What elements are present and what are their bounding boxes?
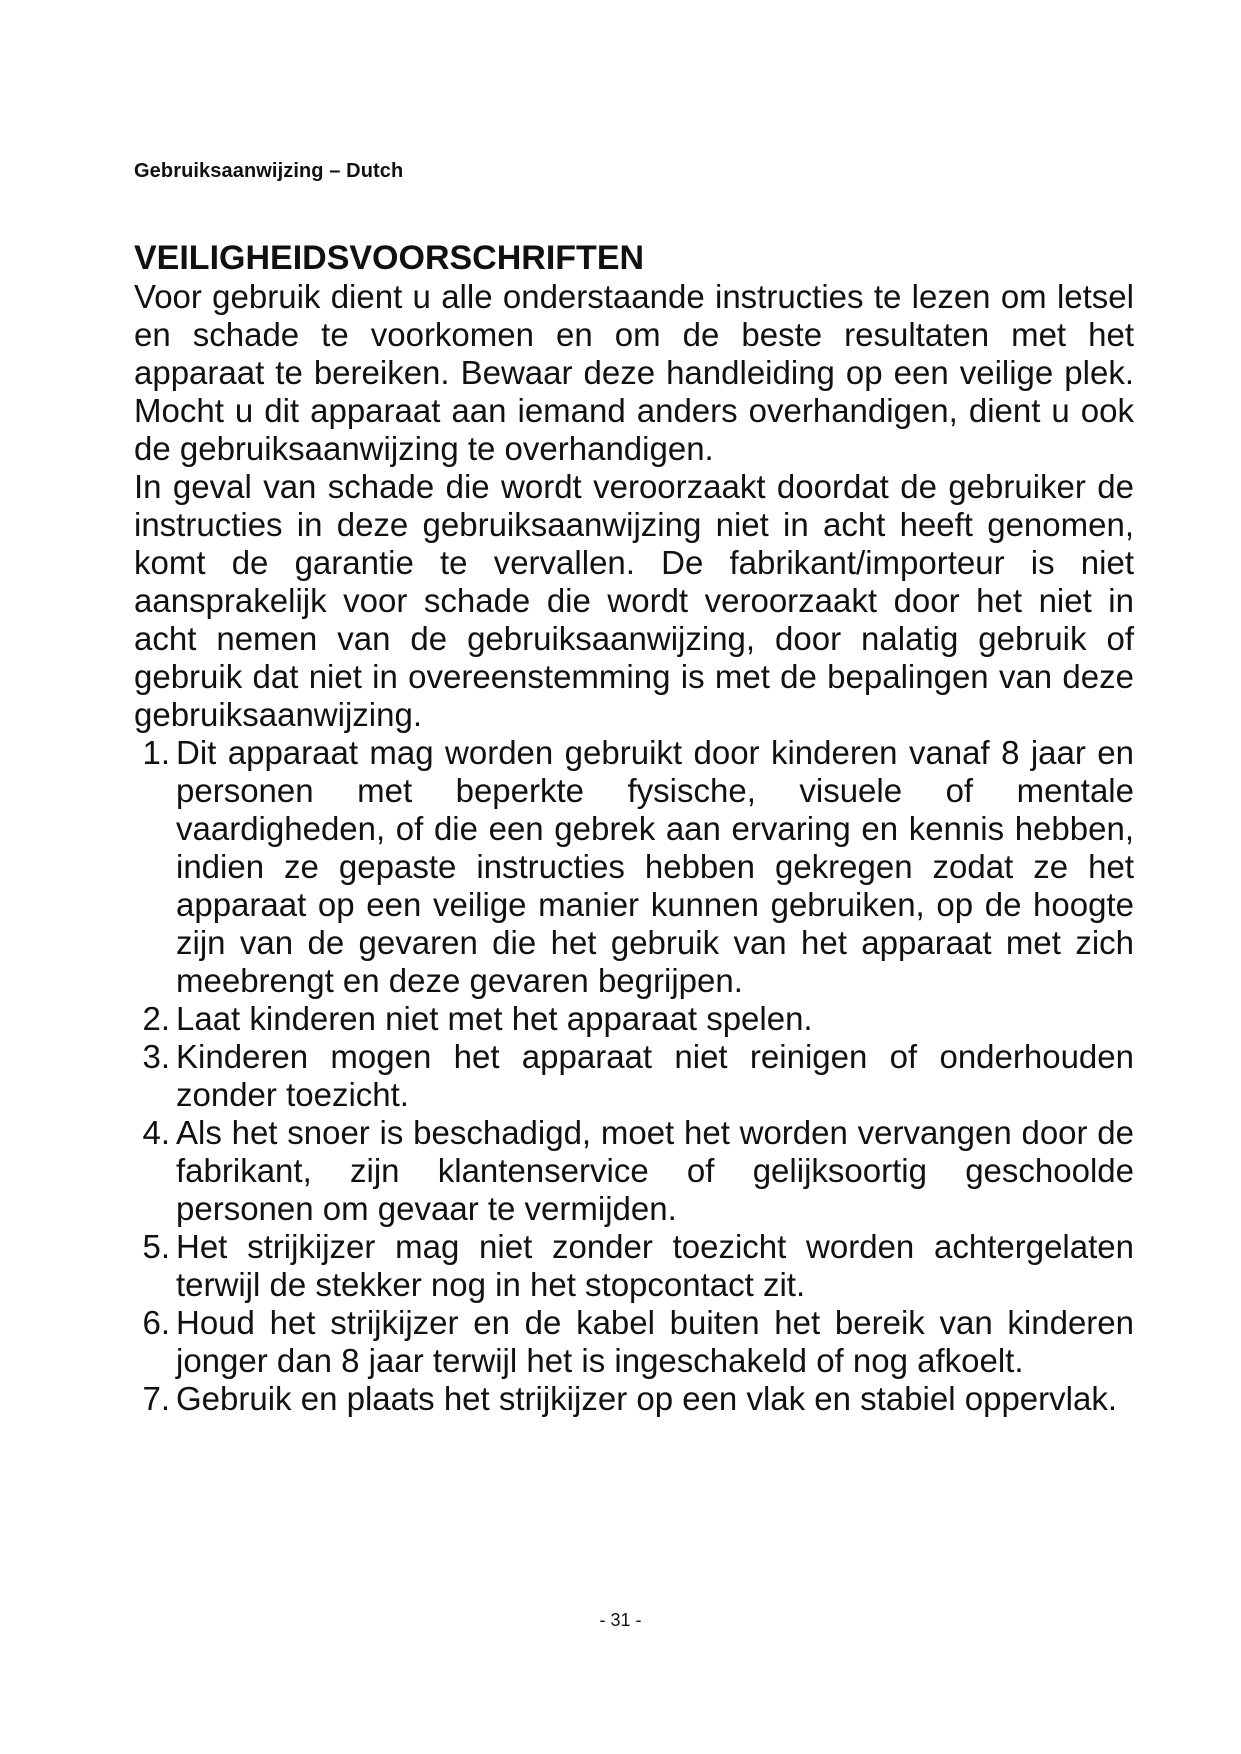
warning-item xyxy=(134,1038,1134,1114)
warning-text: Laat kinderen niet met het apparaat spelen. xyxy=(176,1000,813,1037)
safety-warnings-list xyxy=(134,734,1134,1418)
warning-number: 1. xyxy=(142,734,170,771)
intro-paragraph: Voor gebruik dient u alle onderstaande instructies te lezen om letsel en schade te voorkomen en om de beste resultaten met het apparaat te bereiken. Bewaar deze handleiding op een veilige plek. Mocht u dit apparaat aan iemand anders overhandigen, dient u ook de gebruiksaanwijzing te overhandigen. xyxy=(134,278,1134,467)
safety-section xyxy=(134,238,1134,1418)
warning-text: Dit apparaat mag worden gebruikt door kinderen vanaf 8 jaar en personen met beperkte fysische, visuele of mentale vaardigheden, of die een gebrek aan ervaring en kennis hebben, indien ze gepaste instructies hebben gekregen zodat ze het apparaat op een veilige manier kunnen gebruiken, op de hoogte zijn van de gevaren die het gebruik van het apparaat met zich meebrengt en deze gevaren begrijpen. xyxy=(176,734,1134,999)
document-header-label: Gebruiksaanwijzing – Dutch xyxy=(134,160,404,182)
warning-number: 7. xyxy=(142,1380,170,1417)
warning-item xyxy=(134,1000,1134,1038)
warning-text: Als het snoer is beschadigd, moet het worden vervangen door de fabrikant, zijn klantenservice of gelijksoortig geschoolde personen om gevaar te vermijden. xyxy=(176,1114,1134,1227)
warning-text: Het strijkijzer mag niet zonder toezicht worden achtergelaten terwijl de stekker nog in het stopcontact zit. xyxy=(176,1228,1134,1303)
liability-paragraph: In geval van schade die wordt veroorzaakt doordat de gebruiker de instructies in deze gebruiksaanwijzing niet in acht heeft genomen, komt de garantie te vervallen. De fabrikant/importeur is niet aansprakelijk voor schade die wordt veroorzaakt door het niet in acht nemen van de gebruiksaanwijzing, door nalatig gebruik of gebruik dat niet in overeenstemming is met de bepalingen van deze gebruiksaanwijzing. xyxy=(134,468,1134,733)
warning-text: Gebruik en plaats het strijkijzer op een vlak en stabiel oppervlak. xyxy=(176,1380,1117,1417)
warning-number: 3. xyxy=(142,1038,170,1075)
warning-number: 5. xyxy=(142,1228,170,1265)
warning-item xyxy=(134,1114,1134,1228)
warning-text: Houd het strijkijzer en de kabel buiten het bereik van kinderen jonger dan 8 jaar terwijl het is ingeschakeld of nog afkoelt. xyxy=(176,1304,1134,1379)
warning-number: 6. xyxy=(142,1304,170,1341)
warning-item xyxy=(134,734,1134,1000)
warning-item xyxy=(134,1380,1134,1418)
warning-number: 2. xyxy=(142,1000,170,1037)
warning-item xyxy=(134,1228,1134,1304)
warning-number: 4. xyxy=(142,1114,170,1151)
section-title: VEILIGHEIDSVOORSCHRIFTEN xyxy=(134,239,645,277)
page-number: - 31 - xyxy=(599,1610,642,1630)
warning-item xyxy=(134,1304,1134,1380)
warning-text: Kinderen mogen het apparaat niet reinigen of onderhouden zonder toezicht. xyxy=(176,1038,1134,1113)
